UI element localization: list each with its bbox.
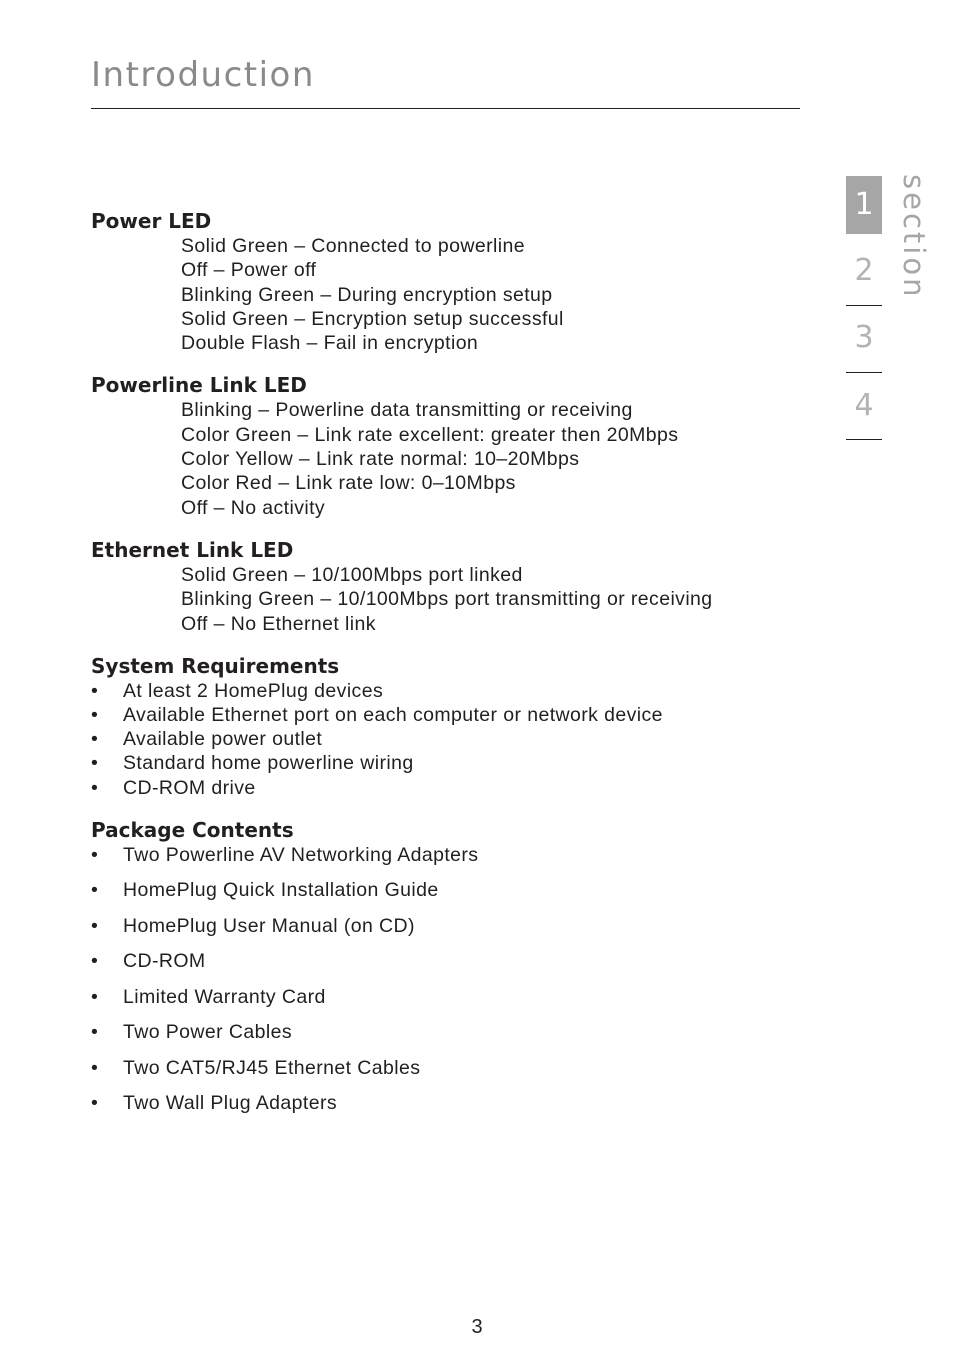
powerline-link-led-list xyxy=(91,398,811,519)
list-item: Blinking – Powerline data transmitting or receiving xyxy=(181,399,633,422)
list-item xyxy=(91,1020,811,1044)
list-item: Off – Power off xyxy=(181,259,317,282)
list-item: Color Red – Link rate low: 0–10Mbps xyxy=(181,472,516,495)
list-item-text: At least 2 HomePlug devices xyxy=(123,679,384,702)
list-item: Double Flash – Fail in encryption xyxy=(181,332,479,355)
page-title: Introduction xyxy=(91,55,315,95)
powerline-link-led-block xyxy=(91,372,811,519)
bullet-icon: • xyxy=(91,843,99,866)
power-led-heading: Power LED xyxy=(91,209,212,233)
list-item-text: Two CAT5/RJ45 Ethernet Cables xyxy=(123,1056,421,1079)
bullet-icon: • xyxy=(91,728,99,751)
bullet-icon: • xyxy=(91,950,99,973)
list-item-text: Two Power Cables xyxy=(123,1021,292,1044)
list-item: Blinking Green – 10/100Mbps port transmitting or receiving xyxy=(181,588,713,611)
list-item xyxy=(91,914,811,938)
list-item-text: Two Powerline AV Networking Adapters xyxy=(123,843,479,866)
list-item: Solid Green – Encryption setup successful xyxy=(181,307,564,330)
bullet-icon: • xyxy=(91,776,99,799)
list-item xyxy=(91,751,811,775)
list-item-text: Available Ethernet port on each computer or network device xyxy=(123,704,663,727)
section-nav-item-1[interactable]: 1 xyxy=(846,176,882,234)
list-item xyxy=(91,878,811,902)
powerline-link-led-heading: Powerline Link LED xyxy=(91,373,307,398)
ethernet-link-led-list xyxy=(91,563,811,636)
ethernet-link-led-block xyxy=(91,537,811,636)
page-number: 3 xyxy=(471,1316,483,1338)
list-item xyxy=(91,776,811,800)
list-item xyxy=(91,843,811,867)
list-item xyxy=(91,1091,811,1115)
list-item xyxy=(91,985,811,1009)
list-item: Color Yellow – Link rate normal: 10–20Mbps xyxy=(181,448,580,471)
ethernet-link-led-heading: Ethernet Link LED xyxy=(91,537,294,562)
list-item-text: CD-ROM xyxy=(123,950,206,973)
main-content xyxy=(91,208,811,1132)
bullet-icon: • xyxy=(91,985,99,1008)
section-nav-divider xyxy=(846,439,882,440)
system-requirements-block xyxy=(91,653,811,800)
bullet-icon: • xyxy=(91,704,99,727)
bullet-icon: • xyxy=(91,1092,99,1115)
bullet-icon: • xyxy=(91,1056,99,1079)
package-contents-list xyxy=(91,843,811,1116)
bullet-icon: • xyxy=(91,914,99,937)
section-label-text: section xyxy=(897,174,931,300)
list-item xyxy=(91,703,811,727)
section-nav-divider xyxy=(846,372,882,373)
list-item xyxy=(91,727,811,751)
list-item: Off – No activity xyxy=(181,496,326,519)
list-item-text: Two Wall Plug Adapters xyxy=(123,1092,338,1115)
bullet-icon: • xyxy=(91,752,99,775)
list-item-text: Standard home powerline wiring xyxy=(123,752,414,775)
header-divider xyxy=(91,108,800,109)
list-item: Blinking Green – During encryption setup xyxy=(181,283,553,306)
bullet-icon: • xyxy=(91,679,99,702)
section-nav-item-2[interactable]: 2 xyxy=(854,253,874,288)
bullet-icon: • xyxy=(91,879,99,902)
list-item xyxy=(91,679,811,703)
list-item-text: Limited Warranty Card xyxy=(123,985,326,1008)
system-requirements-heading: System Requirements xyxy=(91,653,340,678)
package-contents-heading: Package Contents xyxy=(91,817,294,842)
section-nav-item-3[interactable]: 3 xyxy=(854,320,874,355)
list-item: Color Green – Link rate excellent: greater then 20Mbps xyxy=(181,423,679,446)
list-item xyxy=(91,1056,811,1080)
power-led-block xyxy=(91,208,811,355)
package-contents-block xyxy=(91,817,811,1116)
list-item: Solid Green – Connected to powerline xyxy=(181,235,525,257)
list-item-text: HomePlug User Manual (on CD) xyxy=(123,914,415,937)
list-item-text: CD-ROM drive xyxy=(123,776,256,799)
list-item xyxy=(91,949,811,973)
list-item: Solid Green – 10/100Mbps port linked xyxy=(181,563,523,586)
section-label xyxy=(897,174,934,300)
list-item-text: HomePlug Quick Installation Guide xyxy=(123,879,439,902)
bullet-icon: • xyxy=(91,1021,99,1044)
section-nav-item-4[interactable]: 4 xyxy=(854,388,874,423)
section-nav-divider xyxy=(846,305,882,306)
system-requirements-list xyxy=(91,679,811,800)
list-item: Off – No Ethernet link xyxy=(181,612,376,635)
power-led-list xyxy=(91,234,811,355)
list-item-text: Available power outlet xyxy=(123,728,323,751)
